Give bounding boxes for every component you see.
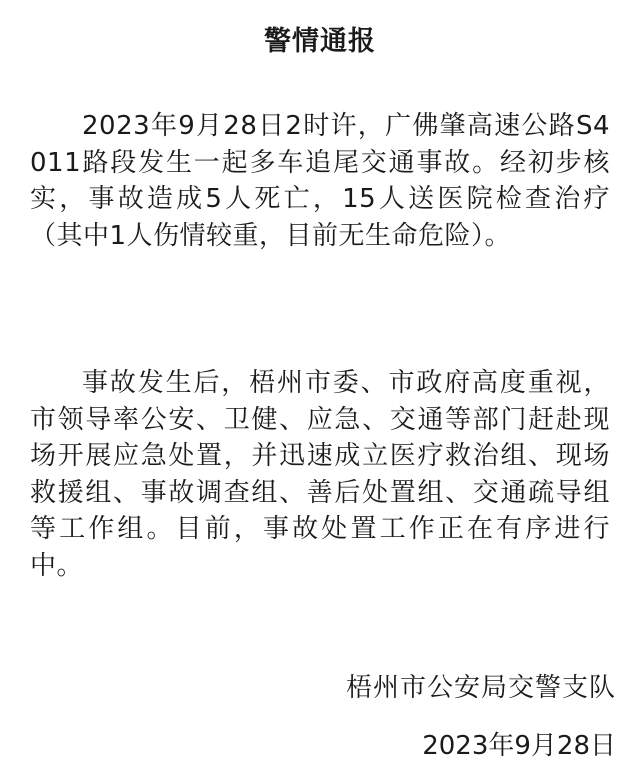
paragraph-response: 事故发生后，梧州市委、市政府高度重视，市领导率公安、卫健、应急、交通等部门赶赴现场开展应急处置，并迅速成立医疗救治组、现场救援组、事故调查组、善后处置组、交通疏导组等工作组。目前，事故处置工作正在有序进行中。 [30,368,610,581]
paragraph-incident: 2023年9月28日2时许，广佛肇高速公路S4011路段发生一起多车追尾交通事故。经初步核实，事故造成5人死亡，15人送医院检查治疗（其中1人伤情较重，目前无生命危险）。 [30,111,610,251]
issue-date: 2023年9月28日 [422,731,616,761]
issuer-signature: 梧州市公安局交警支队 [345,673,616,703]
document-title: 警情通报 [264,26,376,57]
